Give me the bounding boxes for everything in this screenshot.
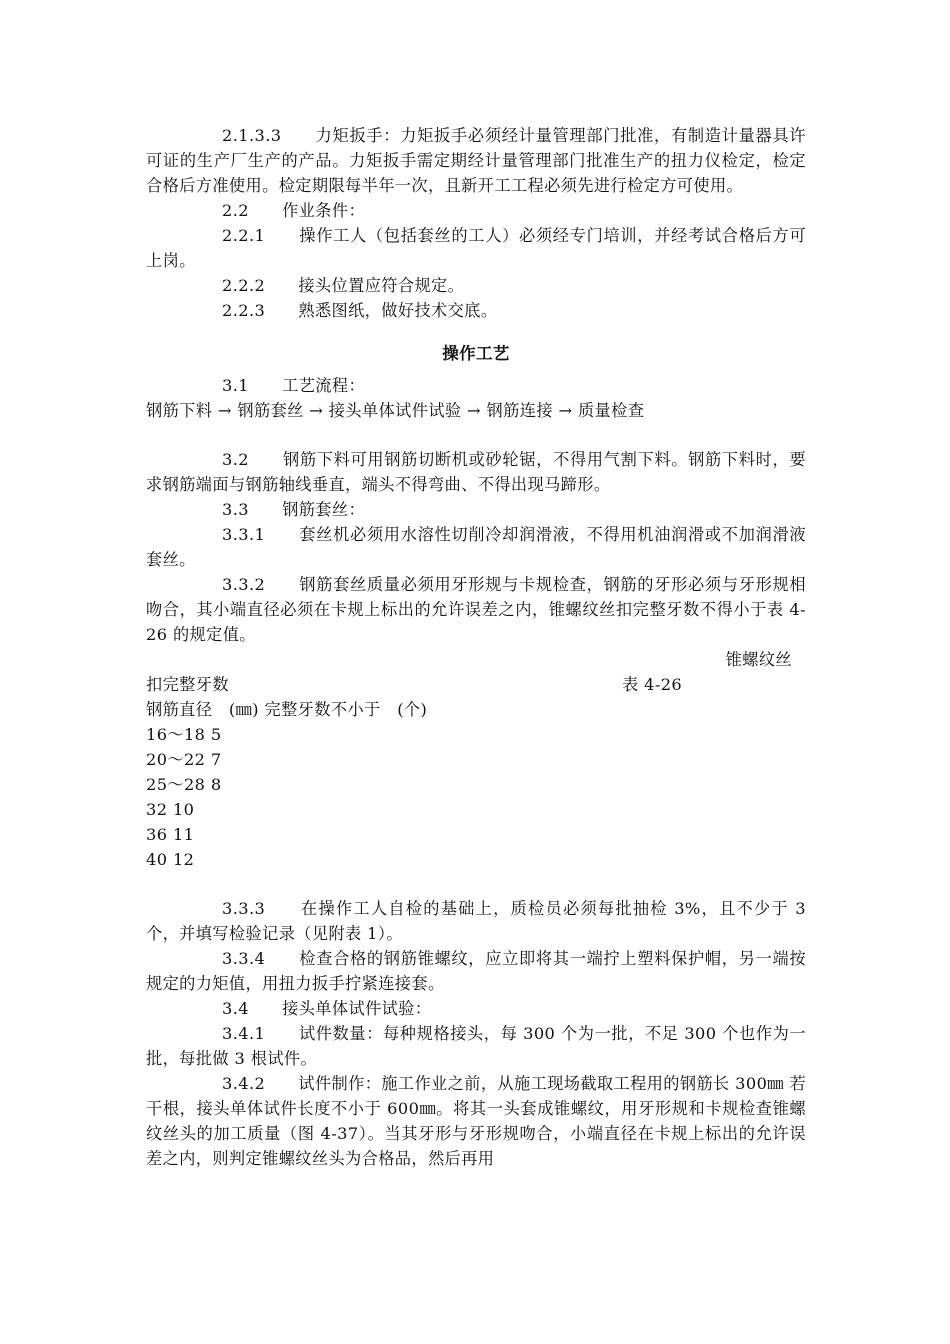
paragraph-3-4-1: 3.4.1 试件数量：每种规格接头，每 300 个为一批，不足 300 个也作为一批，每批做 3 根试件。 (146, 1024, 806, 1068)
paragraph-2-2-3: 2.2.3 熟悉图纸，做好技术交底。 (222, 301, 498, 320)
table-caption-text: 扣完整牙数 (146, 675, 229, 694)
table-caption-line1: 锥螺纹丝 (725, 650, 792, 669)
paragraph-3-1: 3.1 工艺流程： (222, 376, 366, 395)
table-caption-line2 (146, 672, 806, 697)
paragraph-3-3-3: 3.3.3 在操作工人自检的基础上，质检员必须每批抽检 3%，且不少于 3 个，并填写检验记录（见附表 1）。 (146, 899, 806, 943)
paragraph-3-4-2: 3.4.2 试件制作：施工作业之前，从施工现场截取工程用的钢筋长 300㎜ 若干根，接头单体试件长度不小于 600㎜。将其一头套成锥螺纹，用牙形规和卡规检查锥螺纹丝头的加工质量（图 4-37）。当其牙形与牙形规吻合，小端直径在卡规上标出的允许误差之内，则判定锥螺纹丝头为合格品，然后再用 (146, 1074, 806, 1168)
paragraph-3-3: 3.3 钢筋套丝： (222, 500, 366, 519)
table-header: 钢筋直径 (㎜) 完整牙数不小于 (个) (146, 700, 428, 719)
paragraph-2-2: 2.2 作业条件： (222, 201, 366, 220)
document-page (146, 123, 806, 1171)
table-number: 表 4-26 (622, 675, 683, 694)
paragraph-2-2-2: 2.2.2 接头位置应符合规定。 (222, 276, 465, 295)
table-row: 25～28 8 (146, 775, 222, 794)
table-row: 40 12 (146, 850, 195, 869)
paragraph-3-3-2: 3.3.2 钢筋套丝质量必须用牙形规与卡规检查，钢筋的牙形必须与牙形规相吻合，其小端直径必须在卡规上标出的允许误差之内，锥螺纹丝扣完整牙数不得小于表 4-26 的规定值。 (146, 575, 806, 644)
paragraph-2-2-1: 2.2.1 操作工人（包括套丝的工人）必须经专门培训，并经考试合格后方可上岗。 (146, 226, 806, 270)
table-row: 16～18 5 (146, 725, 222, 744)
thread-count-table (146, 697, 806, 872)
process-flow: 钢筋下料 → 钢筋套丝 → 接头单体试件试验 → 钢筋连接 → 质量检查 (146, 401, 645, 420)
paragraph-3-2: 3.2 钢筋下料可用钢筋切断机或砂轮锯，不得用气割下料。钢筋下料时，要求钢筋端面与钢筋轴线垂直，端头不得弯曲、不得出现马蹄形。 (146, 450, 806, 494)
paragraph-3-3-1: 3.3.1 套丝机必须用水溶性切削冷却润滑液，不得用机油润滑或不加润滑液套丝。 (146, 525, 806, 569)
paragraph-3-4: 3.4 接头单体试件试验： (222, 999, 432, 1018)
table-row: 36 11 (146, 825, 195, 844)
section-heading: 操作工艺 (442, 344, 510, 363)
table-row: 32 10 (146, 800, 195, 819)
paragraph-3-3-4: 3.3.4 检查合格的钢筋锥螺纹，应立即将其一端拧上塑料保护帽，另一端按规定的力矩值，用扭力扳手拧紧连接套。 (146, 949, 806, 993)
table-row: 20～22 7 (146, 750, 222, 769)
paragraph-2-1-3-3: 2.1.3.3 力矩扳手：力矩扳手必须经计量管理部门批准，有制造计量器具许可证的生产厂生产的产品。力矩扳手需定期经计量管理部门批准生产的扭力仪检定，检定合格后方准使用。检定期限每半年一次，且新开工工程必须先进行检定方可使用。 (146, 126, 806, 195)
